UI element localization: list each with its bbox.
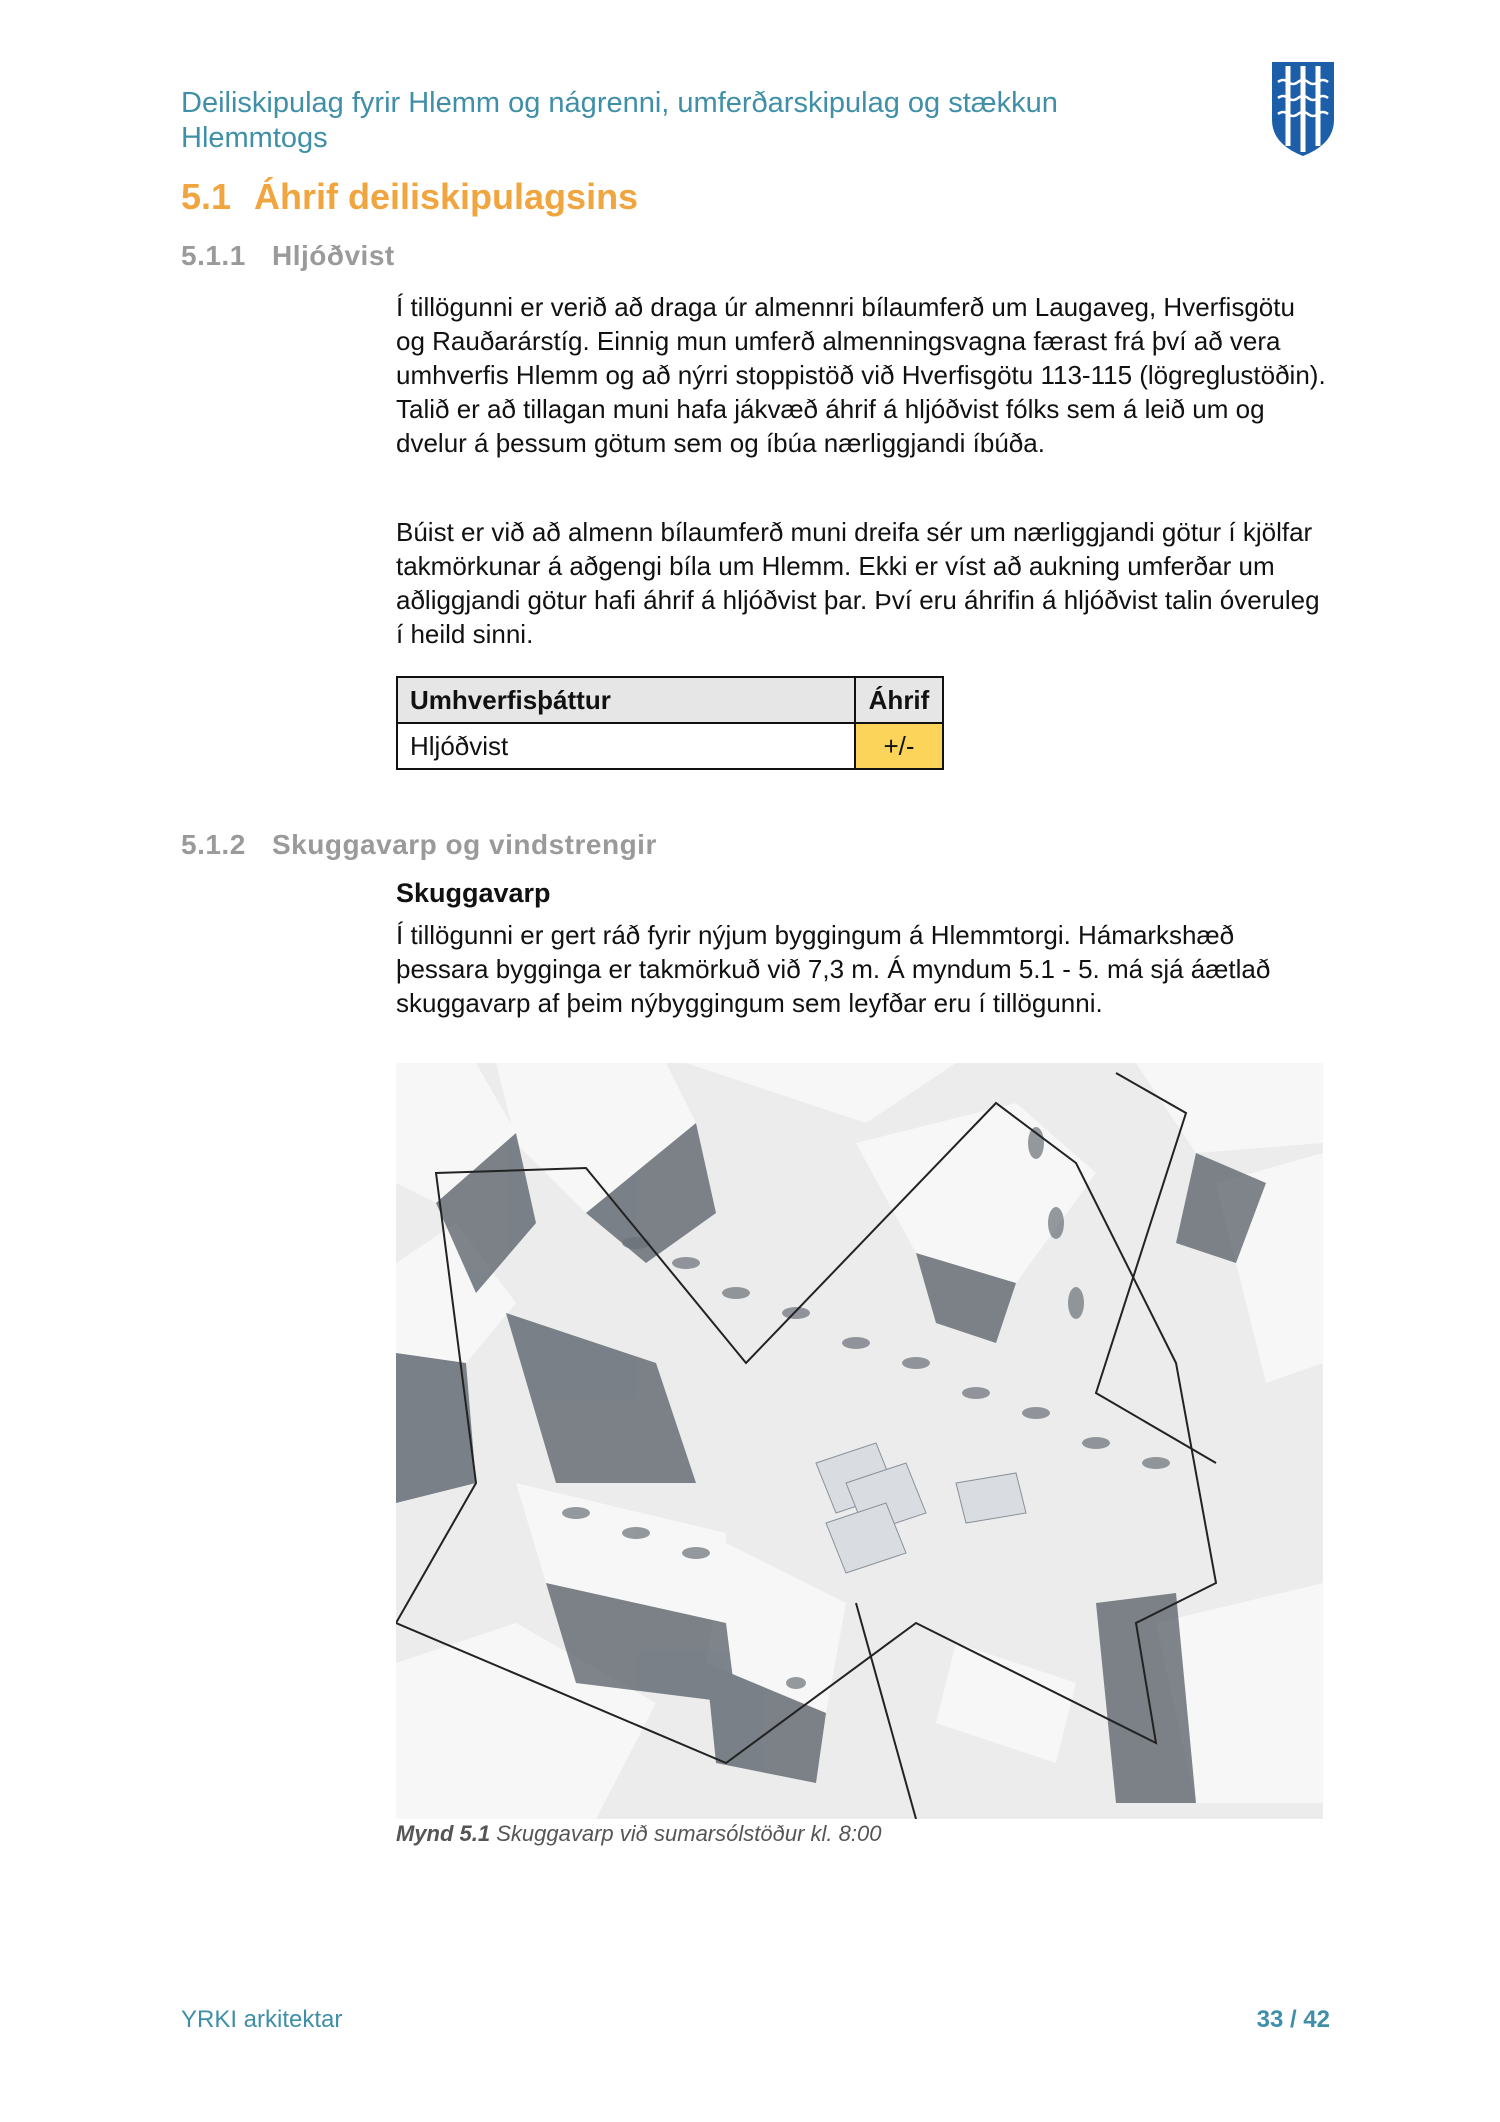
table-cell: Hljóðvist — [397, 723, 855, 769]
subsection-heading-noise — [181, 240, 395, 272]
shadow-paragraph: Í tillögunni er gert ráð fyrir nýjum byggingum á Hlemmtorgi. Hámarkshæð þessara bygginga er takmörkuð við 7,3 m. Á myndum 5.1 - 5. má sjá áætlað skuggavarp af þeim nýbyggingum sem leyfðar eru í tillögunni. — [396, 920, 1271, 1018]
subsection-title: Skuggavarp og vindstrengir — [272, 829, 657, 860]
footer-company: YRKI arkitektar — [181, 2006, 343, 2033]
table-row — [397, 723, 943, 769]
table-header-row — [397, 677, 943, 723]
figure-caption — [396, 1821, 881, 1847]
table-header-cell: Umhverfisþáttur — [397, 677, 855, 723]
shadow-study-figure — [396, 1063, 1323, 1819]
subsection-heading-shadow-wind — [181, 829, 657, 861]
noise-paragraph-1: Í tillögunni er verið að draga úr almennri bílaumferð um Laugaveg, Hverfisgötu og Rauðarárstíg. Einnig mun umferð almenningsvagna færast frá því að vera umhverfis Hlemm og að nýrri stoppistöð við Hverfisgötu 113-115 (lögreglustöðin). Talið er að tillagan muni hafa jákvæð áhrif á hljóðvist fólks sem á leið um og dvelur á þessum götum sem og íbúa nærliggjandi íbúða. — [396, 292, 1326, 458]
document-title: Deiliskipulag fyrir Hlemm og nágrenni, umferðarskipulag og stækkun Hlemmtogs — [181, 87, 1058, 154]
caption-text: Skuggavarp við sumarsólstöður kl. 8:00 — [490, 1821, 882, 1846]
subsection-number: 5.1.2 — [181, 829, 246, 860]
caption-label: Mynd 5.1 — [396, 1821, 491, 1846]
table-header-cell: Áhrif — [855, 677, 943, 723]
section-heading — [181, 176, 638, 218]
subsection-title: Hljóðvist — [272, 240, 395, 271]
section-number: 5.1 — [181, 176, 232, 217]
impact-value-cell: +/- — [855, 723, 943, 769]
shadow-subheading: Skuggavarp — [396, 878, 551, 908]
noise-paragraph-2: Búist er við að almenn bílaumferð muni dreifa sér um nærliggjandi götur í kjölfar takmörkunar á aðgengi bíla um Hlemm. Ekki er víst að aukning umferðar um aðliggjandi götur hafi áhrif á hljóðvist þar. Því eru áhrifin á hljóðvist talin óveruleg í heild sinni. — [396, 517, 1320, 649]
reykjavik-crest-icon — [1270, 60, 1336, 158]
page-number: 33 / 42 — [1256, 2006, 1330, 2033]
subsection-number: 5.1.1 — [181, 240, 246, 271]
impact-table — [396, 676, 944, 770]
section-title: Áhrif deiliskipulagsins — [254, 176, 639, 217]
